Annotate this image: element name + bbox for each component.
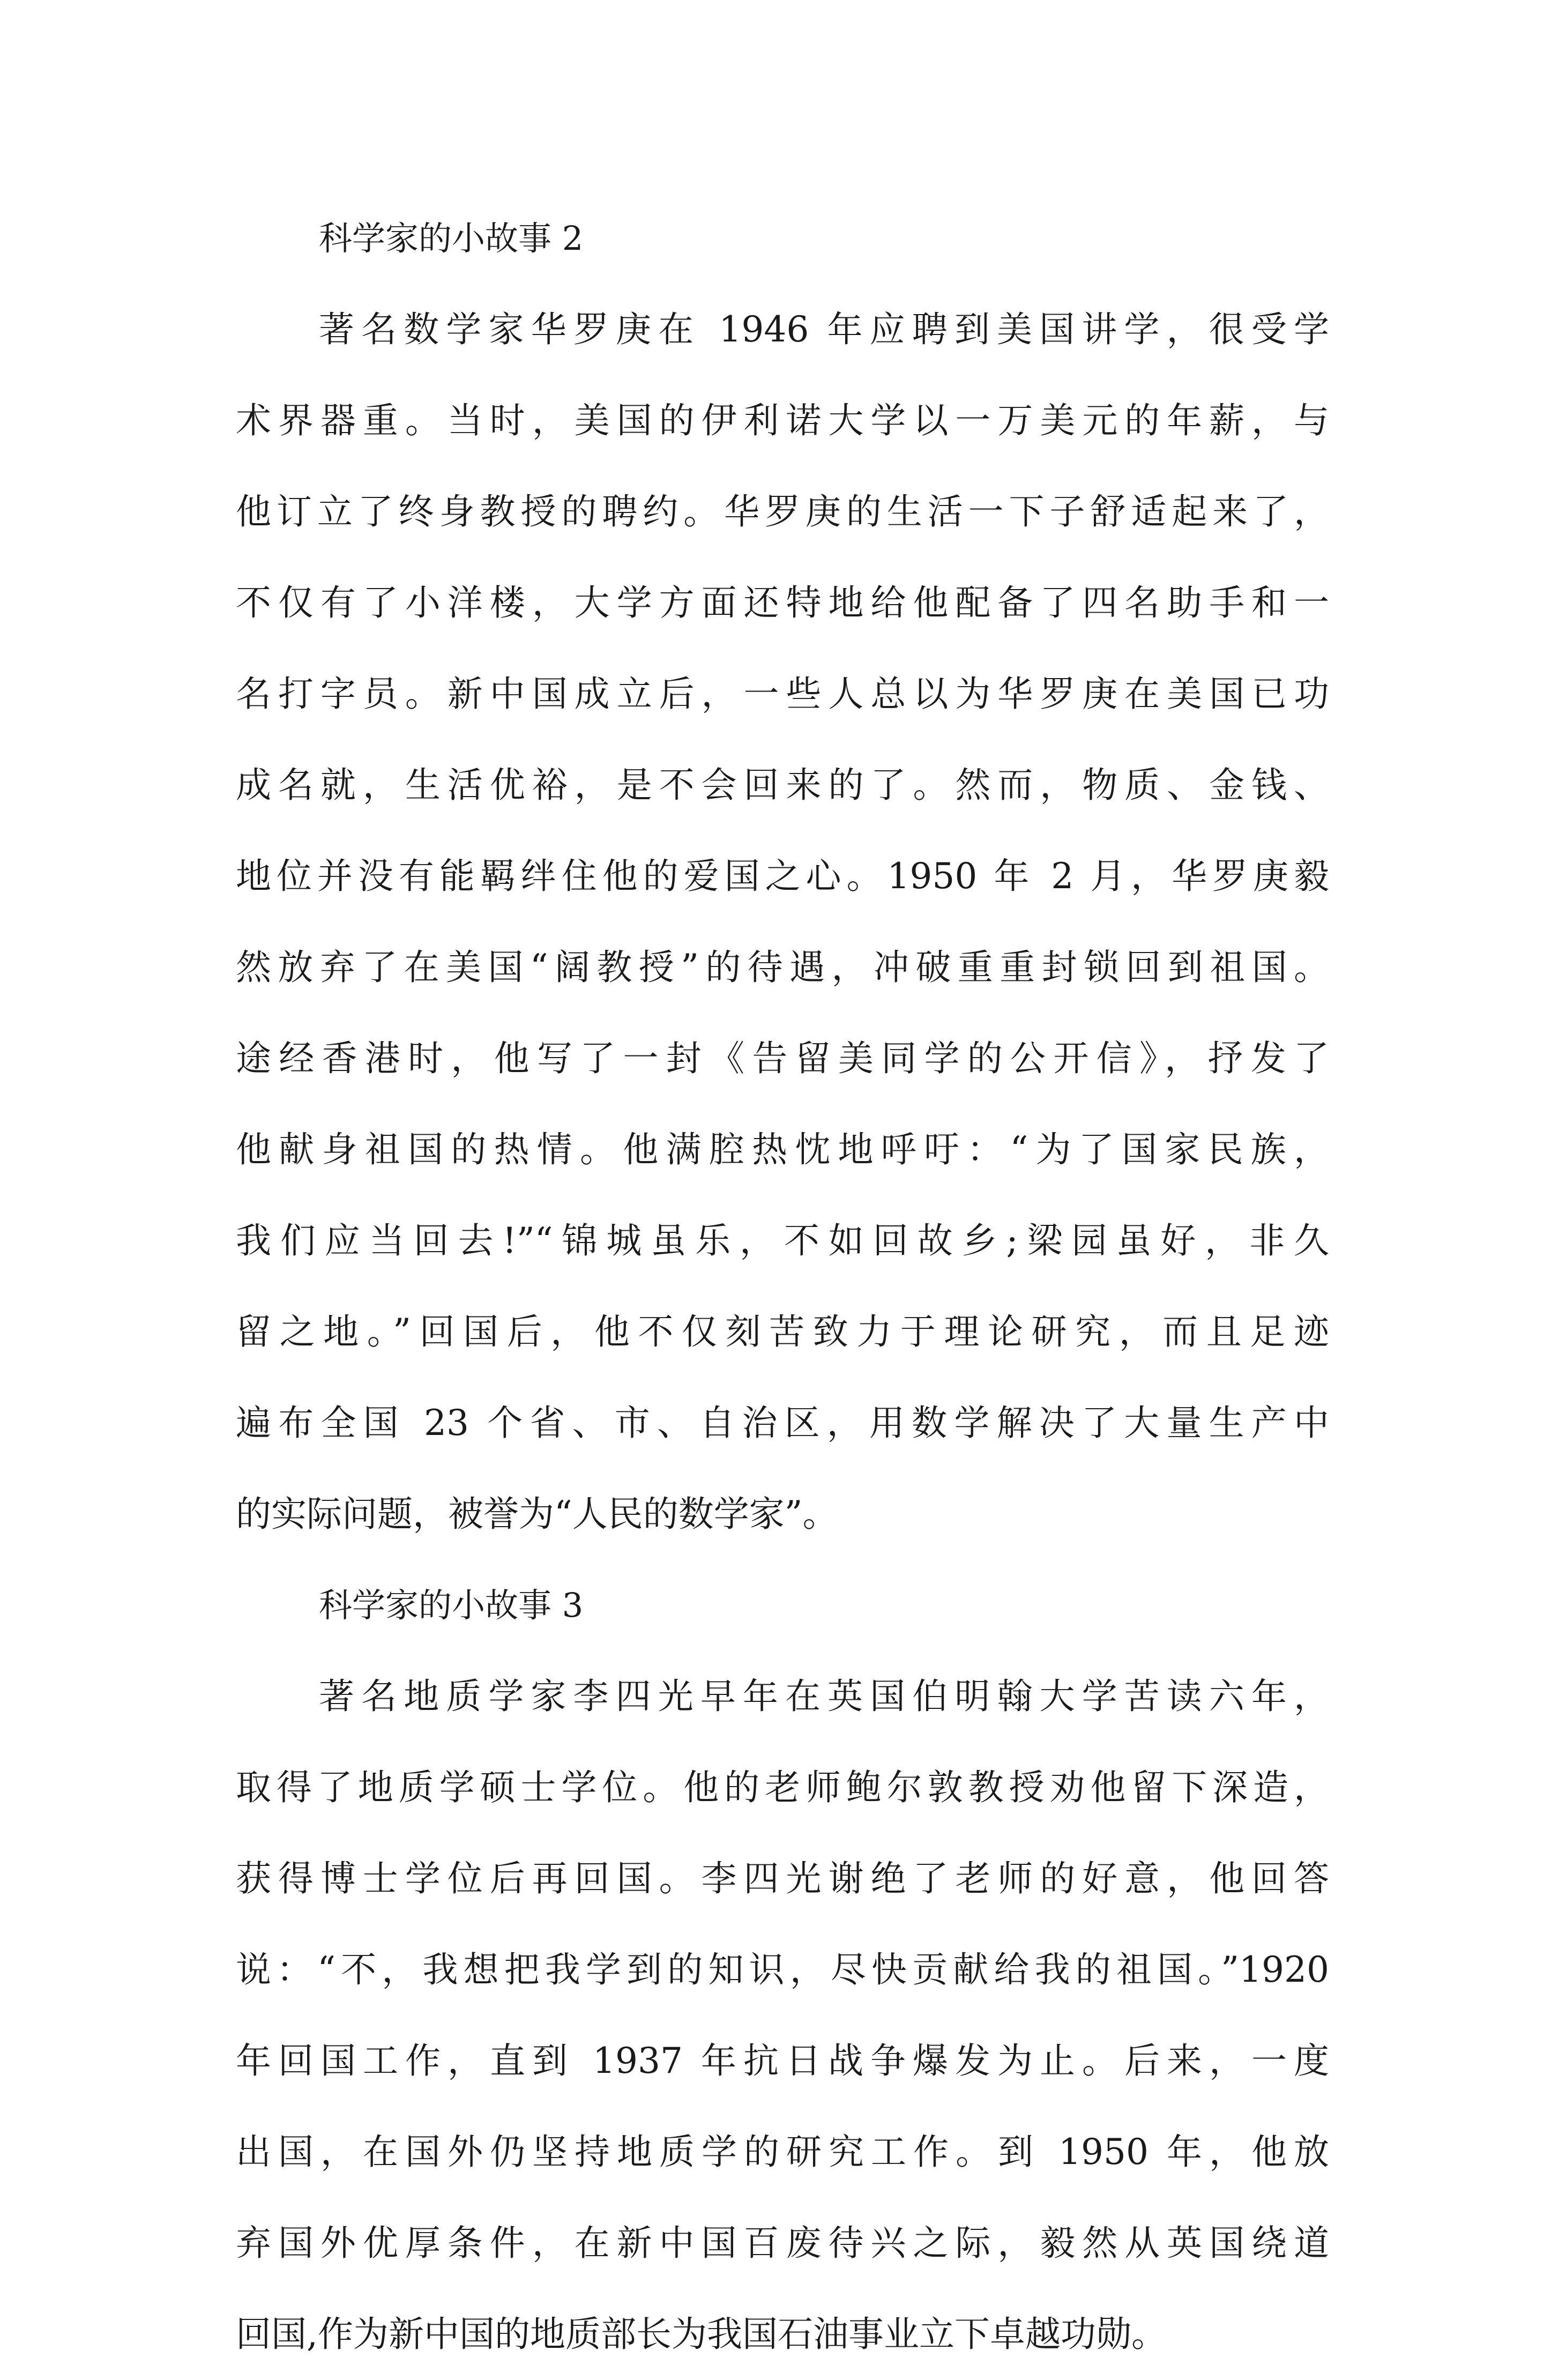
story-3-line: 获得博士学位后再回国。李四光谢绝了老师的好意，他回答 bbox=[236, 1858, 1329, 1899]
story-2-line: 成名就，生活优裕，是不会回来的了。然而，物质、金钱、 bbox=[236, 764, 1329, 806]
story-3-line: 取得了地质学硕士学位。他的老师鲍尔敦教授劝他留下深造， bbox=[236, 1767, 1329, 1808]
story-2-line: 途经香港时，他写了一封《告留美同学的公开信》，抒发了 bbox=[236, 1038, 1329, 1079]
story-3-line: 说：“不，我想把我学到的知识，尽快贡献给我的祖国。”1920 bbox=[236, 1949, 1329, 1990]
story-2-line: 遍布全国 23 个省、市、自治区，用数学解决了大量生产中 bbox=[236, 1402, 1329, 1444]
story-2-line: 我们应当回去!”“锦城虽乐，不如回故乡;梁园虽好，非久 bbox=[236, 1220, 1329, 1261]
story-3-paragraph bbox=[236, 1651, 1329, 2380]
story-3-heading: 科学家的小故事 3 bbox=[319, 1586, 584, 1625]
story-2-line: 他献身祖国的热情。他满腔热忱地呼吁：“为了国家民族， bbox=[236, 1129, 1329, 1170]
story-2-paragraph bbox=[236, 284, 1329, 1560]
story-2-line: 术界器重。当时，美国的伊利诺大学以一万美元的年薪，与 bbox=[236, 400, 1329, 441]
story-3-line: 回国,作为新中国的地质部长为我国石油事业立下卓越功勋。 bbox=[236, 2314, 1167, 2355]
story-2-line: 地位并没有能羁绊住他的爱国之心。1950 年 2 月，华罗庚毅 bbox=[236, 856, 1329, 897]
story-2-line: 著名数学家华罗庚在 1946 年应聘到美国讲学，很受学 bbox=[319, 309, 1329, 350]
story-3-line: 弃国外优厚条件，在新中国百废待兴之际，毅然从英国绕道 bbox=[236, 2222, 1329, 2264]
story-2-line: 留之地。”回国后，他不仅刻苦致力于理论研究，而且足迹 bbox=[236, 1311, 1329, 1352]
document-page bbox=[236, 193, 1329, 2380]
story-2-heading: 科学家的小故事 2 bbox=[319, 219, 584, 258]
story-2-line: 他订立了终身教授的聘约。华罗庚的生活一下子舒适起来了， bbox=[236, 491, 1329, 532]
story-3-line: 出国，在国外仍坚持地质学的研究工作。到 1950 年，他放 bbox=[236, 2131, 1329, 2173]
story-3-line: 年回国工作，直到 1937 年抗日战争爆发为止。后来，一度 bbox=[236, 2040, 1329, 2081]
story-2-line: 然放弃了在美国“阔教授”的待遇，冲破重重封锁回到祖国。 bbox=[236, 947, 1329, 988]
story-2-line: 的实际问题，被誉为“人民的数学家”。 bbox=[236, 1493, 838, 1535]
story-2-line: 名打字员。新中国成立后，一些人总以为华罗庚在美国已功 bbox=[236, 673, 1329, 715]
story-3-line: 著名地质学家李四光早年在英国伯明翰大学苦读六年， bbox=[319, 1676, 1329, 1717]
story-2-line: 不仅有了小洋楼，大学方面还特地给他配备了四名助手和一 bbox=[236, 582, 1329, 623]
